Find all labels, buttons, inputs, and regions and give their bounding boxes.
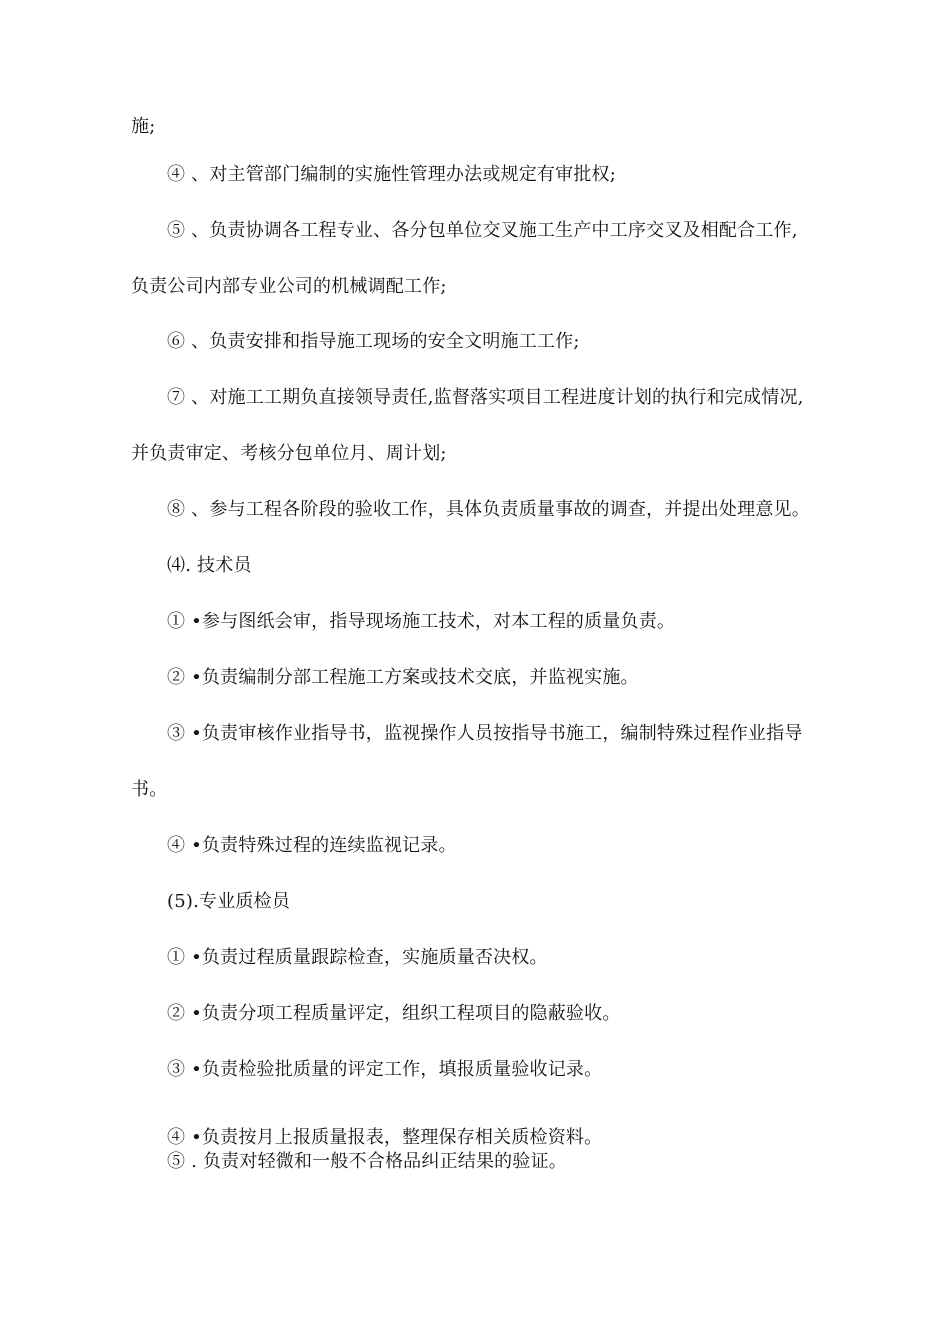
text-line-4: 负责公司内部专业公司的机械调配工作; — [131, 276, 447, 297]
text-line-11: ② •负责编制分部工程施工方案或技术交底，并监视实施。 — [167, 667, 639, 688]
text-line-16: ① •负责过程质量跟踪检查，实施质量否决权。 — [167, 947, 548, 968]
text-line-2: ④ 、对主管部门编制的实施性管理办法或规定有审批权; — [167, 164, 616, 185]
text-line-14: ④ •负责特殊过程的连续监视记录。 — [167, 835, 457, 856]
text-line-10: ① •参与图纸会审，指导现场施工技术，对本工程的质量负责。 — [167, 611, 676, 632]
text-line-5: ⑥ 、负责安排和指导施工现场的安全文明施工工作; — [167, 331, 580, 352]
text-line-1: 施; — [131, 116, 156, 137]
text-line-6: ⑦ 、对施工工期负直接领导责任,监督落实项目工程进度计划的执行和完成情况, — [167, 387, 804, 408]
text-line-12: ③ •负责审核作业指导书，监视操作人员按指导书施工，编制特殊过程作业指导 — [167, 723, 803, 744]
text-line-8: ⑧ 、参与工程各阶段的验收工作，具体负责质量事故的调查，并提出处理意见。 — [167, 499, 810, 520]
text-line-17: ② •负责分项工程质量评定，组织工程项目的隐蔽验收。 — [167, 1003, 621, 1024]
text-line-7: 并负责审定、考核分包单位月、周计划; — [131, 443, 447, 464]
text-line-3: ⑤ 、负责协调各工程专业、各分包单位交叉施工生产中工序交叉及相配合工作, — [167, 220, 798, 241]
text-line-19: ④ •负责按月上报质量报表，整理保存相关质检资料。 — [167, 1127, 603, 1148]
text-line-18: ③ •负责检验批质量的评定工作，填报质量验收记录。 — [167, 1059, 603, 1080]
section-heading-quality-inspector: (5).专业质检员 — [167, 891, 291, 912]
text-line-20: ⑤ . 负责对轻微和一般不合格品纠正结果的验证。 — [167, 1151, 567, 1172]
text-line-13: 书。 — [131, 779, 168, 800]
section-heading-technician: ⑷. 技术员 — [167, 555, 252, 576]
